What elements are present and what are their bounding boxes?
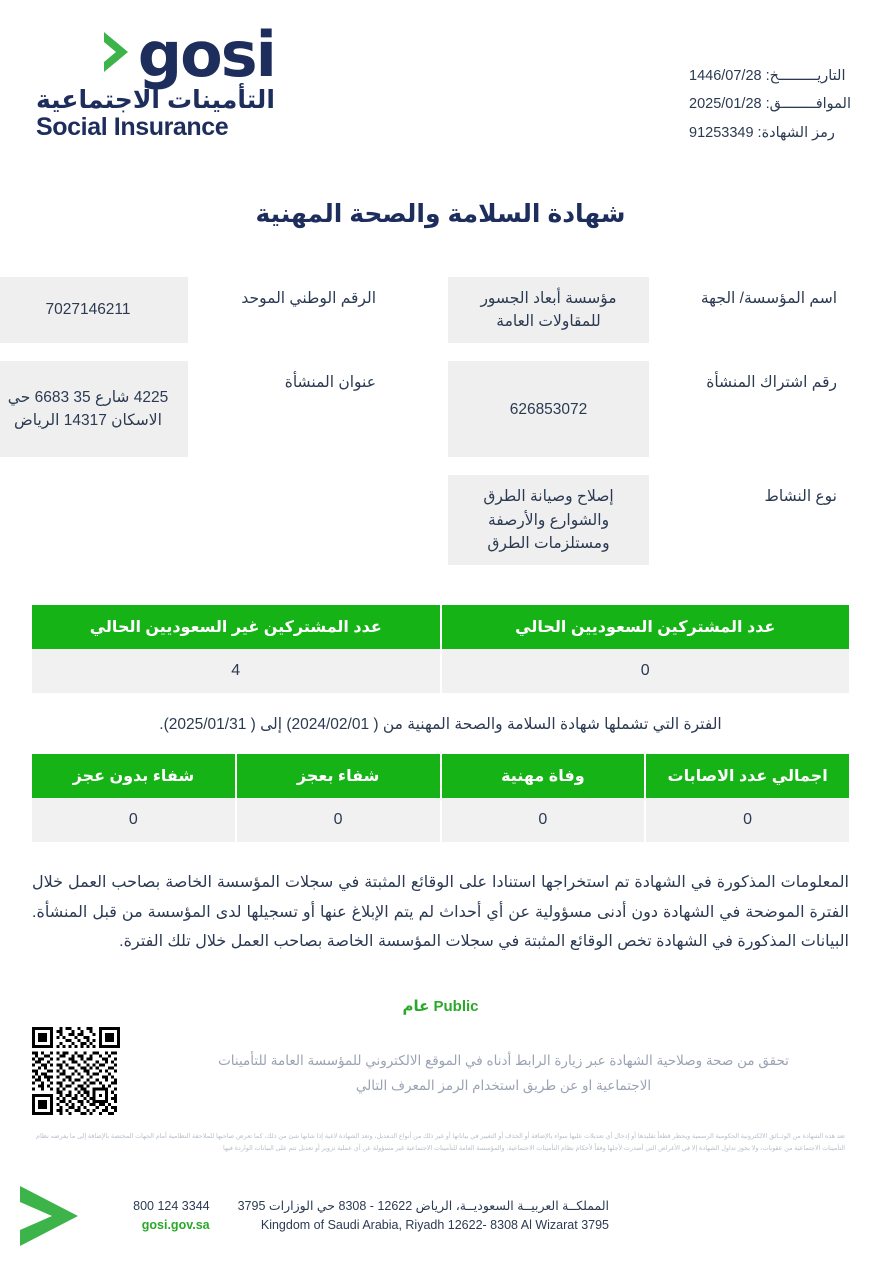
injuries-table-row [32,798,849,842]
certificate-code-label: رمز الشهادة: [757,124,835,141]
grid-spacer [388,277,448,344]
injuries-value-cell: 0 [646,798,849,842]
classification-arabic: عام [402,997,430,1015]
logo-arabic-name: التأمينات الاجتماعية [36,86,275,115]
injuries-header-cell: شفاء بعجز [237,754,440,798]
classification-badge [0,997,881,1015]
activity-label: نوع النشاط [764,488,837,506]
grid-spacer [388,475,448,565]
subscription-number-label: رقم اشتراك المنشأة [706,374,837,392]
certificate-meta [671,26,851,147]
grid-spacer [0,475,188,565]
address-value: 4225 شارع 35 6683 حي الاسكان 14317 الرياض [0,361,188,457]
grid-spacer [188,475,388,565]
national-id-value: 7027146211 [0,277,188,344]
establishment-info-table [7,277,849,565]
injuries-value-cell: 0 [442,798,645,842]
footer-address-arabic: المملكــة العربيــة السعوديــة، الرياض 12622 - 8308 حي الوزارات 3795 [237,1198,609,1213]
footer-chevron-icon [6,1180,92,1252]
activity-value: إصلاح وصيانة الطرق والشوارع والأرصفة ومستلزمات الطرق [448,475,649,565]
footer-address [238,1197,609,1236]
logo-wordmark [36,18,275,91]
footer-contact [133,1197,209,1236]
hijri-date-value: 1446/07/28 [689,68,762,84]
national-id-label: الرقم الوطني الموحد [241,289,376,307]
injuries-value-cell: 0 [32,798,235,842]
gregorian-date-row [689,90,851,118]
gosi-logo [30,18,275,142]
footer-phone: 800 124 3344 [133,1198,210,1213]
document-header [0,0,881,147]
hijri-date-label: التاريـــــــــخ: [765,68,846,84]
disclaimer-paragraph: المعلومات المذكورة في الشهادة تم استخراجها استنادا على الوقائع المثبتة في سجلات المؤسسة الخاصة بصاحب العمل خلال الفترة الموضحة في الشهادة دون أدنى مسؤولية عن أي أحداث لم يتم الإبلاغ عنها أو تسجيلها لدى المؤسسة من قبل المنشأة. البيانات المذكورة في الشهادة تخص الوقائع المثبتة في سجلات المؤسسة الخاصة بصاحب العمل خلال تلك الفترة. [32,874,849,951]
subscribers-value-cell: 4 [32,649,440,693]
grid-spacer [388,361,448,457]
certificate-code-row [689,119,851,147]
document-footer [0,1180,881,1252]
subscribers-table-row [32,649,849,693]
subscribers-header-cell: عدد المشتركين السعوديين الحالي [442,605,850,649]
injuries-table-header [32,754,849,798]
chevron-right-icon [100,29,134,75]
footer-website[interactable]: gosi.gov.sa [141,1218,210,1232]
classification-english: Public [433,997,479,1015]
legal-note: تعد هذه الشهادة من الوثــائق الالكترونية الحكومية الرسمية ويحظر قطعاً تقليدها أو إدخال أي تعديلات عليها سواء بالإضافة أو الحذف أو التغيير في بياناتها أو غير ذلك من أنواع التـعديل، وتعد الشهادة لاغية إذا شابها شئ من ذلك، كما تعرض صاحبها للملاحقة النظامية أمام الجهات المختصة بالإضافة إلى ما يفرضه نظام التأمينات الاجتماعية من عقوبات، ولا يجوز تداول الشهادة إلا في الأغراض التي أصدرت لأجلها وفقاً لأحكام نظام التأمينات الاجتماعية، والمؤسسة العامة للتأمينات الاجتماعية غير مسؤولة عن أي عملية تزوير أو تعديل تتم على البيانات الواردة فيها [36,1132,845,1153]
subscribers-header-cell: عدد المشتركين غير السعوديين الحالي [32,605,440,649]
injuries-header-cell: شفاء بدون عجز [32,754,235,798]
address-label: عنوان المنشأة [284,374,376,392]
certificate-code-value: 91253349 [689,124,754,141]
coverage-period-text: الفترة التي تشملها شهادة السلامة والصحة المهنية من ( 2024/02/01) إلى ( 2025/01/31). [159,716,722,734]
subscribers-value-cell: 0 [442,649,850,693]
injuries-header-cell: اجمالي عدد الاصابات [646,754,849,798]
verification-section [32,1027,849,1115]
injuries-table [32,754,849,842]
footer-address-english: Kingdom of Saudi Arabia, Riyadh 12622- 8308 Al Wizarat 3795 [260,1218,609,1232]
establishment-name-label: اسم المؤسسة/ الجهة [700,289,837,307]
establishment-name-value: مؤسسة أبعاد الجسور للمقاولات العامة [448,277,649,344]
qr-code-graphic [32,1027,120,1115]
hijri-date-row [689,62,851,90]
subscribers-table-header [32,605,849,649]
subscription-number-value: 626853072 [448,361,649,457]
logo-text: gosi [137,18,275,91]
logo-english-name: Social Insurance [36,113,229,142]
page-title: شهادة السلامة والصحة المهنية [255,199,626,228]
verification-instructions: تحقق من صحة وصلاحية الشهادة عبر زيارة الرابط أدناه في الموقع الالكتروني للمؤسسة العامة للتأمينات الاجتماعية او عن طريق استخدام الرمز المعرف التالي [218,1052,789,1093]
subscribers-table [32,605,849,693]
injuries-header-cell: وفاة مهنية [442,754,645,798]
gregorian-date-value: 2025/01/28 [689,96,762,113]
qr-code [32,1027,120,1115]
gregorian-date-label: الموافــــــــق: [765,96,851,113]
injuries-value-cell: 0 [237,798,440,842]
